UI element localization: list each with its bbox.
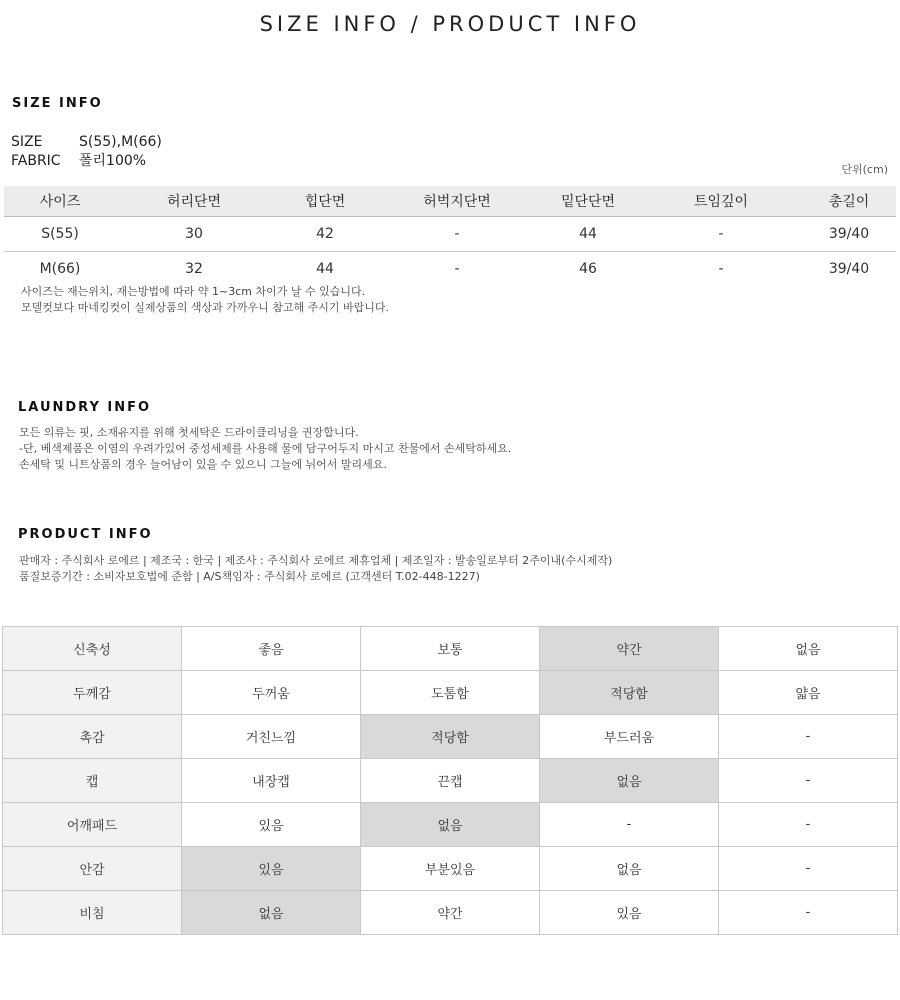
fabric-label: FABRIC [11,153,61,169]
fabric-attribute-label: 비침 [3,891,182,935]
fabric-option: 보통 [361,627,540,671]
table-cell: - [378,217,536,252]
table-cell: 30 [116,217,272,252]
fabric-option: - [719,715,898,759]
size-table-header: 사이즈 [4,186,116,217]
table-cell: M(66) [39,261,81,277]
unit-label: 단위(cm) [841,163,888,176]
size-table [4,186,896,286]
fabric-attribute-label: 촉감 [3,715,182,759]
fabric-option: - [719,803,898,847]
fabric-option-selected: 없음 [540,759,719,803]
size-table-header: 허벅지단면 [378,186,536,217]
size-table-header-row [4,186,896,217]
table-cell: 39/40 [802,217,896,252]
laundry-note: 손세탁 및 니트상품의 경우 늘어남이 있을 수 있으니 그늘에 뉘어서 말리세요. [19,458,387,471]
fabric-attribute-label: 두께감 [3,671,182,715]
fabric-option: 없음 [719,627,898,671]
fabric-option: - [719,891,898,935]
laundry-note: 모든 의류는 핏, 소재유지를 위해 첫세탁은 드라이클리닝을 권장합니다. [19,426,359,439]
fabric-option: 두꺼움 [182,671,361,715]
fabric-option: - [719,759,898,803]
fabric-attribute-label: 캡 [3,759,182,803]
product-info-heading: PRODUCT INFO [18,527,153,542]
size-value: S(55),M(66) [79,134,162,150]
table-cell: 39/40 [828,261,870,277]
fabric-option: 거친느낌 [182,715,361,759]
fabric-row [3,671,898,715]
size-table-header: 총길이 [802,186,896,217]
fabric-row [3,803,898,847]
size-table-header: 허리단면 [116,186,272,217]
fabric-option: 내장캡 [182,759,361,803]
fabric-option-selected: 적당함 [540,671,719,715]
fabric-row [3,627,898,671]
table-cell: - [640,217,802,252]
product-notes [19,553,612,585]
table-cell: - [454,261,460,277]
size-table-header: 트임깊이 [640,186,802,217]
fabric-attribute-label: 안감 [3,847,182,891]
size-note: 사이즈는 재는위치, 재는방법에 따라 약 1~3cm 차이가 날 수 있습니다. [21,285,366,298]
fabric-option-selected: 약간 [540,627,719,671]
fabric-row [3,847,898,891]
product-note: 판매자 : 주식회사 로에르 | 제조국 : 한국 | 제조사 : 주식회사 로에르 제휴업체 | 제조일자 : 발송일로부터 2주이내(수시제작) [19,554,613,567]
fabric-option: 있음 [182,803,361,847]
fabric-option-selected: 적당함 [361,715,540,759]
fabric-option: - [719,847,898,891]
fabric-row [3,891,898,935]
table-cell: 44 [316,261,334,277]
fabric-option: 끈캡 [361,759,540,803]
fabric-option-selected: 있음 [182,847,361,891]
fabric-option: 없음 [540,847,719,891]
table-cell: 32 [185,261,203,277]
fabric-attribute-label: 신축성 [3,627,182,671]
fabric-spec-row [11,150,146,170]
size-label: SIZE [11,134,43,150]
fabric-row [3,759,898,803]
fabric-option: - [540,803,719,847]
fabric-option-selected: 없음 [182,891,361,935]
page-title: SIZE INFO / PRODUCT INFO [259,12,641,36]
laundry-notes [19,425,511,473]
table-row [4,252,896,287]
table-cell: S(55) [4,217,116,252]
table-cell: 44 [536,217,640,252]
fabric-option: 있음 [540,891,719,935]
fabric-attribute-table [2,626,898,935]
fabric-option: 부분있음 [361,847,540,891]
size-info-heading: SIZE INFO [12,96,103,111]
table-row [4,217,896,252]
table-cell: - [718,261,724,277]
table-cell: 42 [272,217,378,252]
fabric-option: 약간 [361,891,540,935]
fabric-option: 도톰함 [361,671,540,715]
laundry-info-heading: LAUNDRY INFO [18,400,152,415]
size-table-header: 힙단면 [272,186,378,217]
fabric-attribute-label: 어깨패드 [3,803,182,847]
fabric-option: 얇음 [719,671,898,715]
size-spec-row [11,134,162,150]
product-note: 품질보증기간 : 소비자보호법에 준함 | A/S책임자 : 주식회사 로에르 (고객센터 T.02-448-1227) [19,570,480,583]
size-notes [21,284,389,316]
size-table-header: 밑단단면 [536,186,640,217]
fabric-option: 좋음 [182,627,361,671]
fabric-option-selected: 없음 [361,803,540,847]
fabric-value: 폴리100% [79,153,147,169]
fabric-row [3,715,898,759]
table-cell: 46 [579,261,597,277]
laundry-note: -단, 베색제품은 이염의 우려가있어 중성세제를 사용해 물에 담구어두지 마시고 찬물에서 손세탁하세요. [19,442,512,455]
size-note: 모델컷보다 마네킹컷이 실제상품의 색상과 가까우니 참고해 주시기 바랍니다. [21,301,390,314]
fabric-option: 부드러움 [540,715,719,759]
